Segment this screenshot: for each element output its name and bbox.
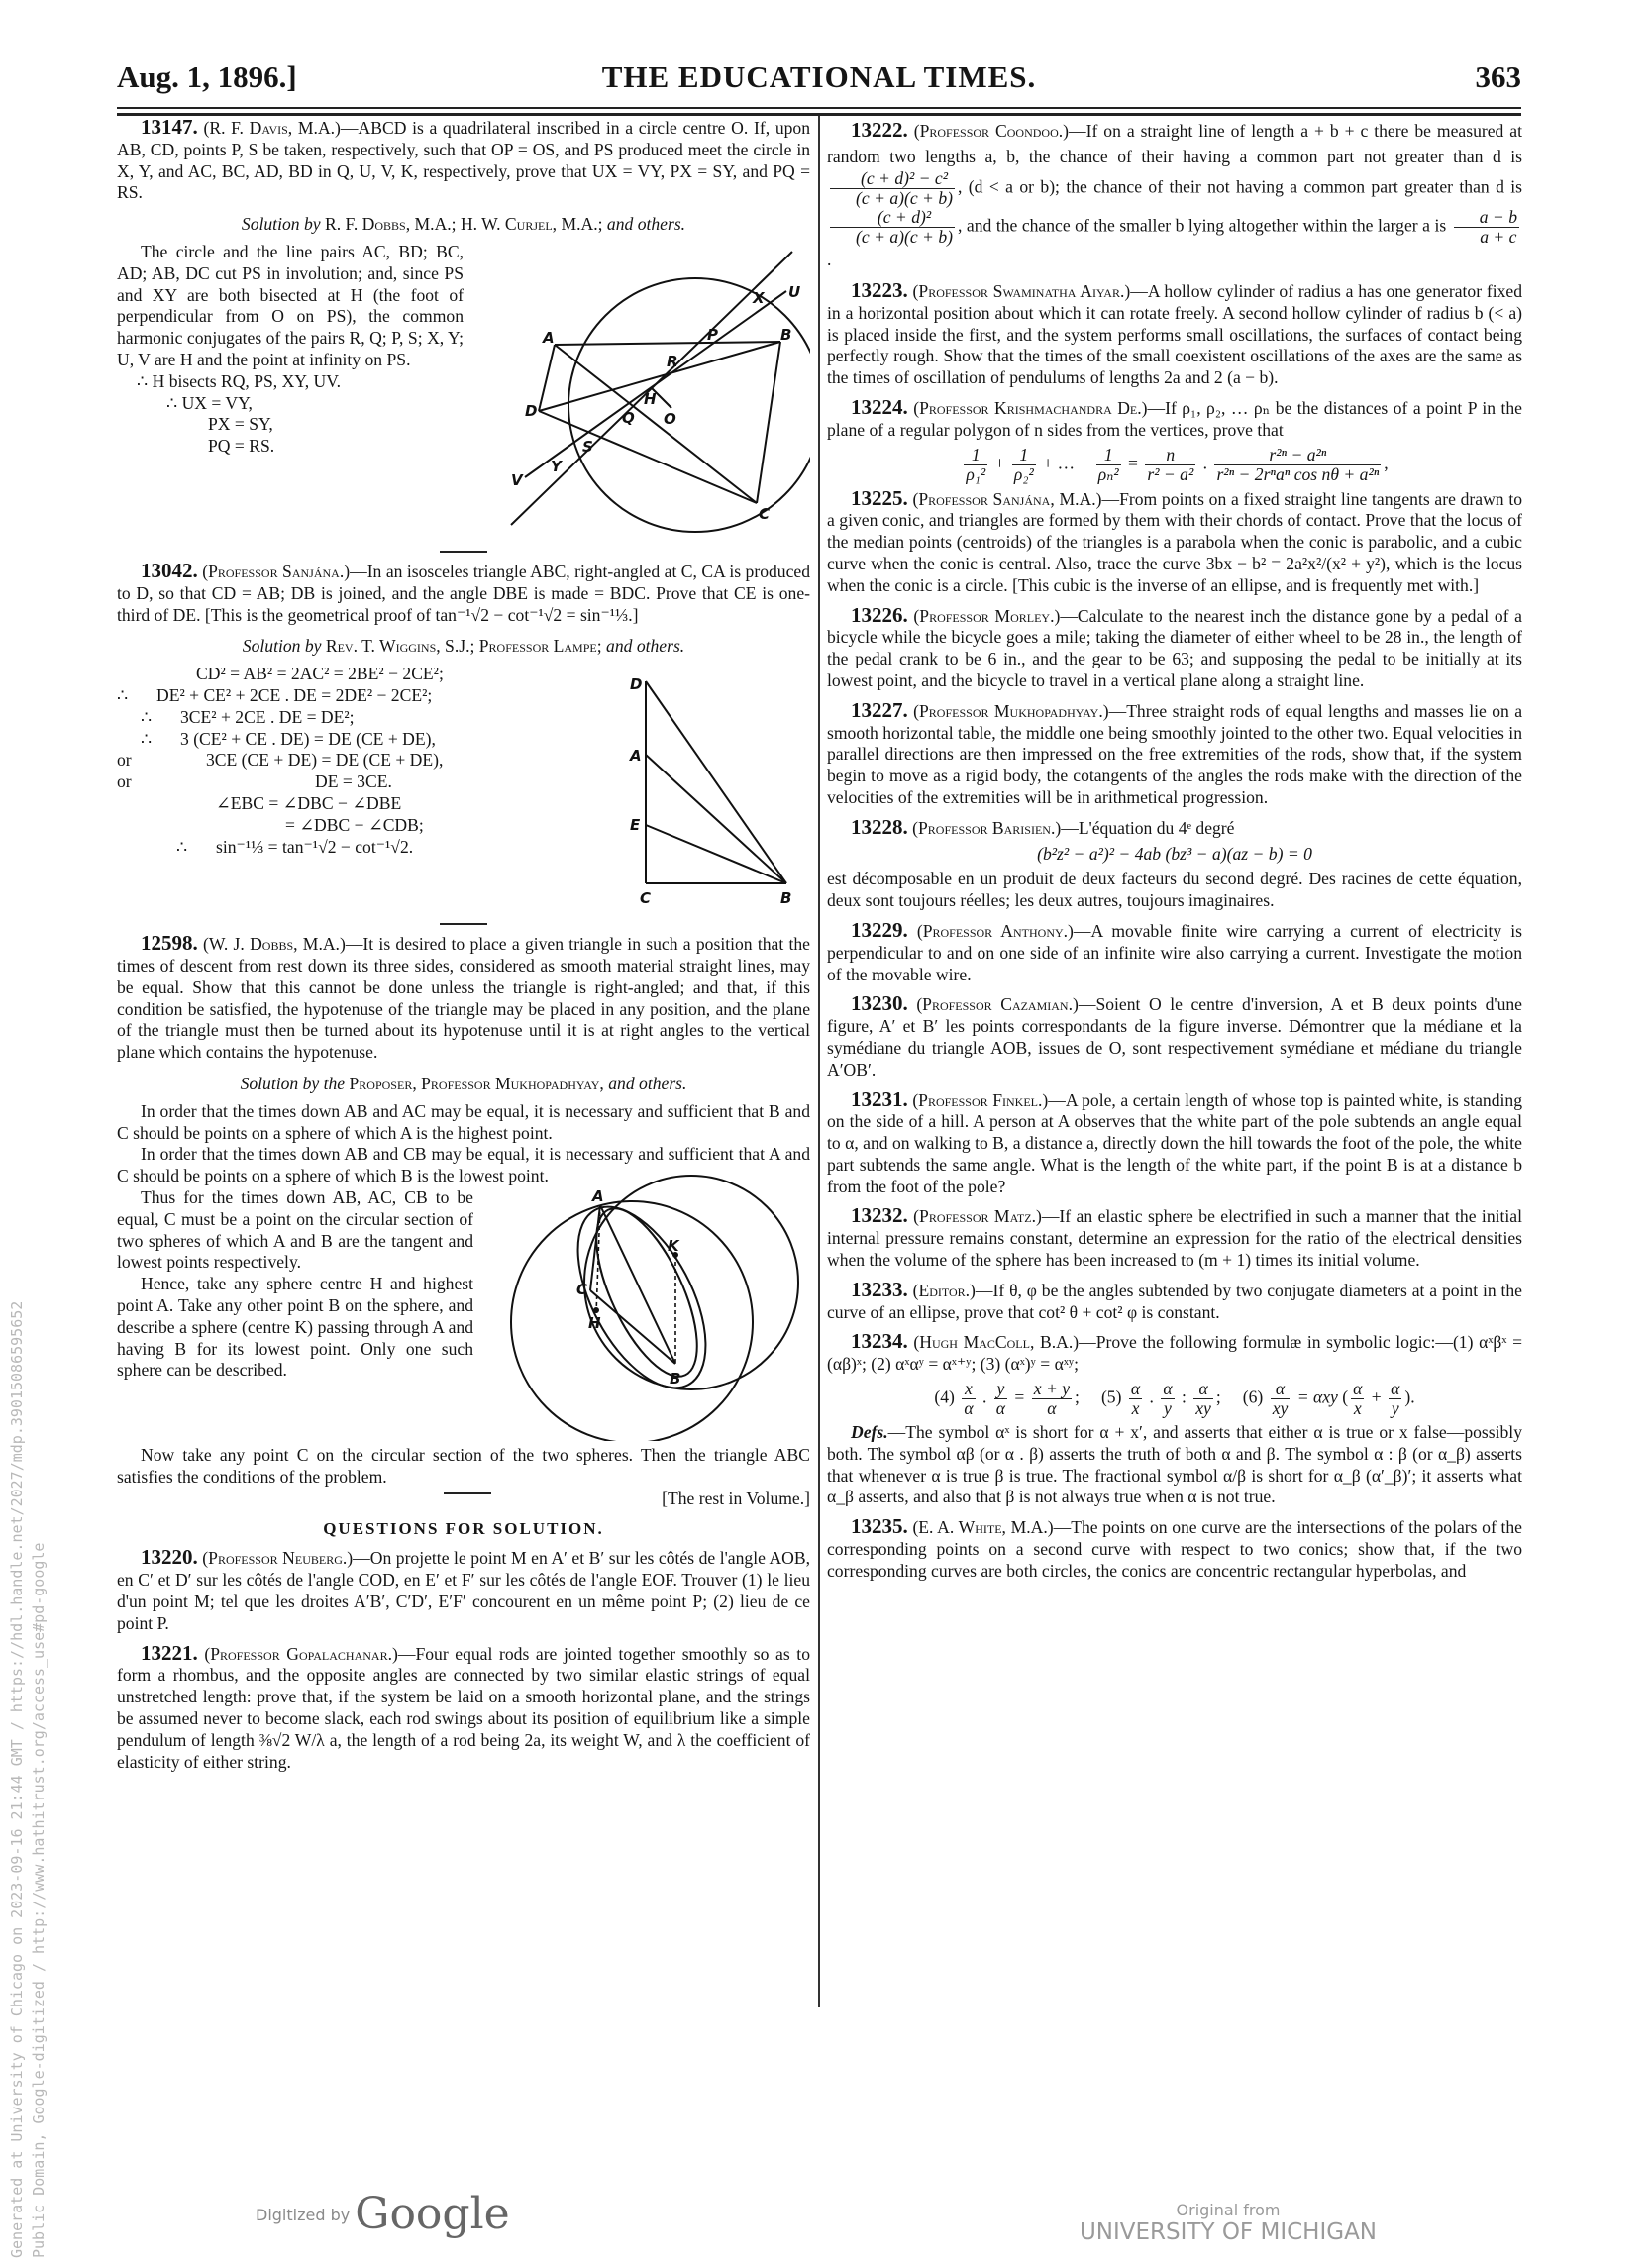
problem-13226 — [827, 602, 1522, 692]
problem-author: (Hugh MacColl, B.A.) — [913, 1332, 1080, 1353]
label-H: H — [588, 1313, 601, 1332]
equation-line: = ∠DBC − ∠CDB; — [285, 814, 424, 835]
digitized-by-label: Digitized by — [256, 2206, 351, 2224]
problem-13042 — [117, 558, 811, 925]
problem-13229 — [827, 917, 1522, 985]
problem-text: —Soient O le centre d'inversion, A et B deux points d'une figure, A′ et B′ les points correspondants de la figure inverse. Démontrer que la médiane et la symédiane du triangle AOB, issues de O, sont respectivement symédiane et médiane du triangle A′OB′. — [827, 994, 1522, 1080]
problem-author: (Professor Neuberg.) — [202, 1548, 354, 1569]
problem-text-continued: est décomposable en un produit de deux facteurs du second degré. Des racines de cette équation, deux sont toujours réelles; les deux autres, toujours imaginaires. — [827, 869, 1522, 911]
problem-author: (Professor Barisien.) — [912, 817, 1062, 838]
problem-number: 13225. — [851, 485, 908, 510]
problem-13225 — [827, 485, 1522, 597]
problem-13228 — [827, 814, 1522, 912]
label-P: P — [707, 325, 718, 344]
problem-number: 13233. — [851, 1277, 908, 1301]
problem-text: —If an elastic sphere be electrified in such a manner that the initial internal pressure remains constant, determine an expression for the ratio of the electrical densities when the volume of the sphere has been increased to (m + 1) times its initial volume. — [827, 1206, 1522, 1271]
label-Y: Y — [551, 457, 562, 475]
questions-for-solution-heading: QUESTIONS FOR SOLUTION. — [323, 1518, 604, 1538]
problem-13227 — [827, 697, 1523, 809]
conclusion-line: PQ = RS. — [208, 436, 275, 457]
quartic-equation: (b²z² − a²)² − 4ab (bz³ − a)(az − b) = 0 — [1037, 843, 1312, 864]
solution-paragraph: In order that the times down AB and CB may be equal, it is necessary and sufficient that A and C should be points on a sphere of which B is the lowest point. — [117, 1144, 810, 1186]
problem-13220 — [117, 1547, 810, 1634]
problem-number: 13224. — [851, 394, 908, 419]
problem-author: (Professor Finkel.) — [912, 1089, 1049, 1110]
google-logo: Google — [355, 2189, 510, 2239]
problem-text: —Calculate to the nearest inch the distance gone by a pedal of a bicycle while the bicycle goes a mile; taking the diameter of either wheel to be 28 in., the length of the pedal crank to be 6 in., and the gear to be 63; and supposing the pedal to be initially at its lowest point, and the bicycle to travel in a vertical plane along a straight line. — [827, 605, 1522, 690]
problem-text: —It is desired to place a given triangle in such a position that the times of descent from rest down its three sides, considered as smooth material straight lines, may be equal. Show that this cannot be done unless the triangle is right-angled; and that, if this condition be satisfied, the hypotenuse of the triangle may be placed in any position, and the plane of the triangle must then be turned about its hypotenuse until it is at right angles to the vertical plane which contains the hypotenuse. — [117, 934, 810, 1063]
problem-13222: 13222. (Professor Coondoo.)—If on a straight line of length a + b + c there be measured at random two lengths a, b, the chance of their having a common part not greater than d is $\frac{\text{(c + d)² − c²}}{(c + a)(c + b)}$ , (d < a or b); the chance of their not having a common part greater than d is $\frac{\text{(c + d)²}}{(c + a)(c + b)}$ , and the chance of the smaller b lying altogether within the larger a is $\frac{a - b}{a + c}$ . — [827, 118, 1522, 269]
label-C: C — [640, 889, 652, 908]
label-V: V — [511, 470, 523, 489]
journal-title: THE EDUCATIONAL TIMES. — [601, 59, 1037, 94]
conclusion-line: PX = SY, — [208, 414, 273, 435]
label-D: D — [630, 675, 643, 694]
problem-author: (Editor.) — [912, 1280, 976, 1300]
problem-text: —L'équation du 4ᵉ degré — [1061, 817, 1235, 838]
problem-author: (Professor Mukhopadhyay.) — [913, 700, 1109, 721]
sphere-h-circle — [511, 1201, 753, 1441]
problem-number: 13221. — [141, 1640, 198, 1665]
equation-line: or 3CE (CE + DE) = DE (CE + DE), — [117, 750, 444, 771]
label-U: U — [788, 282, 801, 301]
problem-12598 — [117, 933, 810, 1511]
problem-text: —Four equal rods are jointed together smoothly so as to form a rhombus, and the opposite angles are connected by two similar elastic strings of equal unstretched length: prove that, if the system be laid on a smooth horizontal plane, and the strings be assumed never to become slack, each rod swings about its position of equilibrium like a simple pendulum of length ⅜√2 W/λ a, the length of a rod being 2a, its weight W, and λ the coefficient of elasticity of either string. — [117, 1643, 810, 1772]
equation-line: ∠EBC = ∠DBC − ∠DBE — [216, 792, 402, 813]
problem-13234 — [827, 1331, 1522, 1508]
circle-quadrilateral-figure — [473, 242, 810, 539]
fraction: $\frac{a - b}{a + c}$ — [1454, 208, 1519, 247]
problem-author: (E. A. White, M.A.) — [912, 1517, 1054, 1538]
section-divider — [440, 551, 487, 553]
problem-number: 13147. — [141, 115, 198, 139]
label-O: O — [664, 409, 676, 428]
label-B: B — [780, 889, 792, 908]
problem-text: —Prove the following formulæ in symbolic logic:—(1) αˣβˣ = (αβ)ˣ; (2) αˣαʸ = αˣ⁺ʸ; (3) (αˣ)ʸ = αˣʸ; — [827, 1332, 1522, 1375]
problem-13147 — [117, 117, 810, 553]
problem-author: (R. F. Davis, M.A.) — [203, 118, 341, 138]
logic-formulae: (4) $\frac{x}{\alpha}$ . $\frac{y}{\alpha}$ = $\frac{x + y}{\alpha}$ ; (5) $\frac{\alpha}{x}$ . $\frac{\alpha}{y}$ : $\frac{\alpha}{xy}$ ; (6) $\frac{\alpha}{xy}$ = αxy ( $\frac{\alpha}{x}$ + $\frac{\alpha}{y}$ ). — [934, 1379, 1415, 1419]
problem-text: —A hollow cylinder of radius a has one generator fixed in a horizontal position about which it can rotate freely. A second hollow cylinder of radius b (< a) is placed inside the first, and the system performs small oscillations, the surfaces of contact being perfectly rough. Show that the times of the small coexistent oscillations of the axes are the same as the times of oscillation of pendulums of lengths 2a and 2 (a − b). — [827, 281, 1522, 388]
solution-paragraph: Hence, take any sphere centre H and highest point A. Take any other point B on the sphere, and describe a sphere (centre K) passing through A and having B for its lowest point. Only one such sphere can be described. — [117, 1274, 473, 1381]
equation-line: ∴ sin⁻¹⅓ = tan⁻¹√2 − cot⁻¹√2. — [176, 836, 414, 857]
polygon-equation: $\frac{1}{\text{ρ₁²}}$ + $\frac{1}{\text{ρ₂²}}$ + … + $\frac{1}{\text{ρₙ²}}$ = $\frac{n}{\text{r² − a²}}$ . $\frac{\text{r²ⁿ − a²ⁿ}}{\text{r²ⁿ − 2rⁿaⁿ cos nθ + a²ⁿ}}$ , — [966, 444, 1389, 484]
label-R: R — [667, 352, 678, 370]
watermark-line: Generated at University of Chicago on 2023-09-16 21:44 GMT / https://hdl.handle.net/2027/mdp.39015086595652 — [8, 1300, 26, 2258]
hathitrust-watermark — [6, 1301, 50, 2258]
problem-text: —If θ, φ be the angles subtended by two conjugate diameters at a point in the curve of an ellipse, prove that cot² θ + cot² φ is constant. — [827, 1280, 1522, 1322]
figure-circle — [568, 278, 810, 532]
problem-author: (Professor Morley.) — [913, 605, 1061, 626]
label-H: H — [644, 389, 657, 408]
left-column — [117, 117, 810, 1781]
defs-label: Defs. — [851, 1422, 888, 1443]
problem-number: 13235. — [851, 1514, 908, 1539]
problem-text: —Three straight rods of equal lengths and masses lie on a smooth horizontal table, the middle one being smoothly jointed to the other two. Equal velocities in parallel directions are then impressed on the free extremities of the rods, show that, if the system begin to move as a rigid body, the cotangents of the angles the rods make with the direction of the velocities of the extremities will be in arithmetical progression. — [827, 700, 1523, 807]
conclusion-line: ∴ H bisects RQ, PS, XY, UV. — [137, 370, 342, 391]
label-B: B — [670, 1369, 681, 1388]
problem-text: —ABCD is a quadrilateral inscribed in a circle centre O. If, upon AB, CD, points P, S be taken, respectively, such that OP = OS, and PS produced meet the circle in X, Y, and AC, BC, AD, BD in Q, U, V, K, respectively, prove that UX = VY, PX = SY, and PQ = RS. — [117, 118, 811, 203]
problem-number: 13234. — [851, 1329, 908, 1354]
right-triangle-figure — [612, 664, 810, 911]
label-A: A — [543, 328, 555, 347]
problem-number: 13223. — [851, 278, 908, 302]
label-D: D — [525, 401, 538, 420]
problem-number: 12598. — [141, 931, 198, 956]
problem-number: 13220. — [141, 1545, 198, 1570]
problem-number: 13042. — [141, 558, 198, 582]
problem-author: (Professor Matz.) — [913, 1206, 1042, 1227]
centre-h-dot — [593, 1307, 599, 1313]
problem-number: 13226. — [851, 602, 908, 627]
solution-credit: Solution by the Proposer, Professor Mukhopadhyay, and others. — [240, 1073, 687, 1093]
problem-author: (Professor Swaminatha Aiyar.) — [912, 281, 1131, 301]
label-X: X — [753, 288, 765, 307]
problem-author: (Professor Coondoo.) — [913, 121, 1069, 141]
label-K: K — [668, 1236, 679, 1255]
issue-date: Aug. 1, 1896.] — [117, 59, 297, 94]
solution-body: The circle and the line pairs AC, BD; BC, AD; AB, DC cut PS in involution; and, since PS and XY are both bisected at H (the foot of perpendicular from O on PS), the common harmonic conjugates of the pairs R, Q; P, S; X, Y; U, V are H and the point at infinity on PS. — [117, 241, 464, 369]
fraction: $\frac{\text{(c + d)²}}{(c + a)(c + b)}$ — [830, 208, 955, 247]
problem-author: (Professor Anthony.) — [916, 920, 1074, 941]
label-S: S — [582, 437, 593, 456]
problem-text: —A movable finite wire carrying a current of electricity is perpendicular to and on one side of an infinite wire also carrying a current. Investigate the motion of the movable wire. — [827, 920, 1522, 984]
fraction: $\frac{\text{(c + d)² − c²}}{(c + a)(c + b)}$ — [830, 169, 955, 208]
problem-author: (Professor Gopalachanar.) — [204, 1643, 398, 1664]
page-number: 363 — [1475, 59, 1521, 94]
problem-number: 13229. — [851, 917, 908, 942]
header-rule — [117, 107, 1521, 109]
problem-13231 — [827, 1086, 1522, 1198]
problem-text: —On projette le point M en A′ et B′ sur les côtés de l'angle AOB, en C′ et D′ sur les côtés de l'angle COD, en E′ et F′ sur les côtés de l'angle EOF. Trouver (1) le lieu d'un point M; tel que les droites A′B′, C′D′, E′F′ concourent en un même point P; (2) lieu de ce point P. — [117, 1548, 811, 1633]
original-from — [1040, 2201, 1416, 2245]
problem-author: (Professor Cazamian.) — [916, 994, 1079, 1015]
running-header — [117, 51, 1521, 101]
digitized-by-google — [256, 2189, 510, 2239]
label-Q: Q — [622, 408, 635, 427]
problem-13233 — [827, 1277, 1522, 1324]
problem-text: —If ρ₁, ρ₂, … ρₙ be the distances of a point P in the plane of a regular polygon of n sides from the vertices, prove that — [827, 397, 1522, 440]
section-divider — [440, 923, 487, 925]
problem-13224 — [827, 394, 1522, 484]
problem-number: 13227. — [851, 697, 908, 722]
equation-line: ∴ 3 (CE² + CE . DE) = DE (CE + DE), — [141, 728, 436, 749]
equation-line: ∴ DE² + CE² + 2CE . DE = 2DE² − 2CE²; — [117, 684, 433, 705]
equation-line: ∴ 3CE² + 2CE . DE = DE²; — [141, 706, 355, 727]
institution-name: UNIVERSITY OF MICHIGAN — [1079, 2219, 1378, 2245]
problem-13221 — [117, 1640, 810, 1774]
label-A: A — [592, 1186, 604, 1205]
equation-line: CD² = AB² = 2AC² = 2BE² − 2CE²; — [196, 664, 444, 684]
solution-paragraph: In order that the times down AB and AC may be equal, it is necessary and sufficient that B and C should be points on a sphere of which A is the highest point. — [117, 1100, 810, 1143]
problem-13235 — [827, 1516, 1522, 1582]
solution-credit: Solution by R. F. Dobbs, M.A.; H. W. Curjel, M.A.; and others. — [241, 214, 686, 235]
conclusion-line: ∴ UX = VY, — [166, 392, 253, 413]
section-divider — [444, 1492, 491, 1494]
problem-text: —In an isosceles triangle ABC, right-angled at C, CA is produced to D, so that CD = AB; DB is joined, and the angle DBE is made = BDC. Prove that CE is one-third of DE. [This is the geometrical proof of tan⁻¹√2 − cot⁻¹√2 = sin⁻¹⅓.] — [117, 561, 811, 625]
problem-text: —A pole, a certain length of whose top is painted white, is standing on the side of a hill. A person at A observes that the white part of the pole subtends an angle equal to α, and on walking to B, a distance a, directly down the hill towards the foot of the pole, the white part subtends the same angle. What is the length of the white part, if the point B is at a distance b from the foot of the pole? — [827, 1089, 1522, 1196]
problem-13223 — [827, 280, 1522, 389]
problem-author: (W. J. Dobbs, M.A.) — [203, 934, 346, 955]
original-from-label: Original from — [1176, 2201, 1281, 2219]
solution-credit: Solution by Rev. T. Wiggins, S.J.; Professor Lampe; and others. — [242, 636, 685, 657]
problem-number: 13228. — [851, 814, 908, 839]
watermark-line: Public Domain, Google-digitized / http://www.hathitrust.org/access_use#pd-google — [30, 1542, 48, 2258]
label-E: E — [630, 816, 641, 835]
column-divider — [818, 116, 820, 2007]
rest-in-volume-note: [The rest in Volume.] — [662, 1488, 810, 1508]
problem-number: 13231. — [851, 1086, 908, 1111]
equation-line: or DE = 3CE. — [117, 771, 392, 792]
label-C: C — [576, 1280, 588, 1298]
problem-text: —The points on one curve are the intersections of the polars of the corresponding points on a second curve with respect to two conics; show that, if the two corresponding curves are both circles, the conics are concentric rectangular hyperbolas, and — [827, 1517, 1522, 1581]
definitions-text: —The symbol αˣ is short for α + x′, and asserts that either α is true or x false—possibly both. The symbol αβ (or α . β) asserts the truth of both α and β. The symbol α : β (or α_β) asserts that whenever α is true β is true. The fractional symbol α/β is short for α_β (α′_β)′; it asserts what α_β asserts, and also that β is not always true when α is not true. — [827, 1422, 1522, 1507]
problem-author: (Professor Sanjána, M.A.) — [912, 488, 1102, 509]
problem-13230 — [827, 993, 1522, 1080]
label-C: C — [759, 504, 771, 523]
problem-number: 13232. — [851, 1203, 908, 1228]
problem-number: 13230. — [851, 991, 908, 1016]
solution-paragraph: Thus for the times down AB, AC, CB to be equal, C must be a point on the circular section of two spheres of which A and B are the tangent and lowest points respectively. — [117, 1186, 473, 1273]
problem-text: —From points on a fixed straight line tangents are drawn to a given conic, and triangles are formed by them with their chords of contact. Prove that the locus of the median points (centroids) of the triangles is a parabola when the conic is parabolic, and a cubic curve when the conic is central. Also, trace the curve 3bx − b² = 2a²x²/(x² + y²), which is the locus when the conic is a circle. [This cubic is the inverse of an ellipse, and is frequently met with.] — [827, 488, 1522, 595]
label-A: A — [630, 747, 642, 766]
problem-author: (Professor Krishmachandra De.) — [913, 397, 1148, 418]
label-B: B — [780, 325, 792, 344]
problem-13232 — [827, 1205, 1522, 1271]
problem-author: (Professor Sanjána.) — [202, 561, 351, 581]
two-spheres-figure — [483, 1144, 810, 1441]
right-column — [827, 117, 1522, 1591]
problem-number: 13222. — [851, 118, 908, 142]
solution-paragraph: Now take any point C on the circular section of the two spheres. Then the triangle ABC satisfies the conditions of the problem. — [117, 1444, 810, 1487]
